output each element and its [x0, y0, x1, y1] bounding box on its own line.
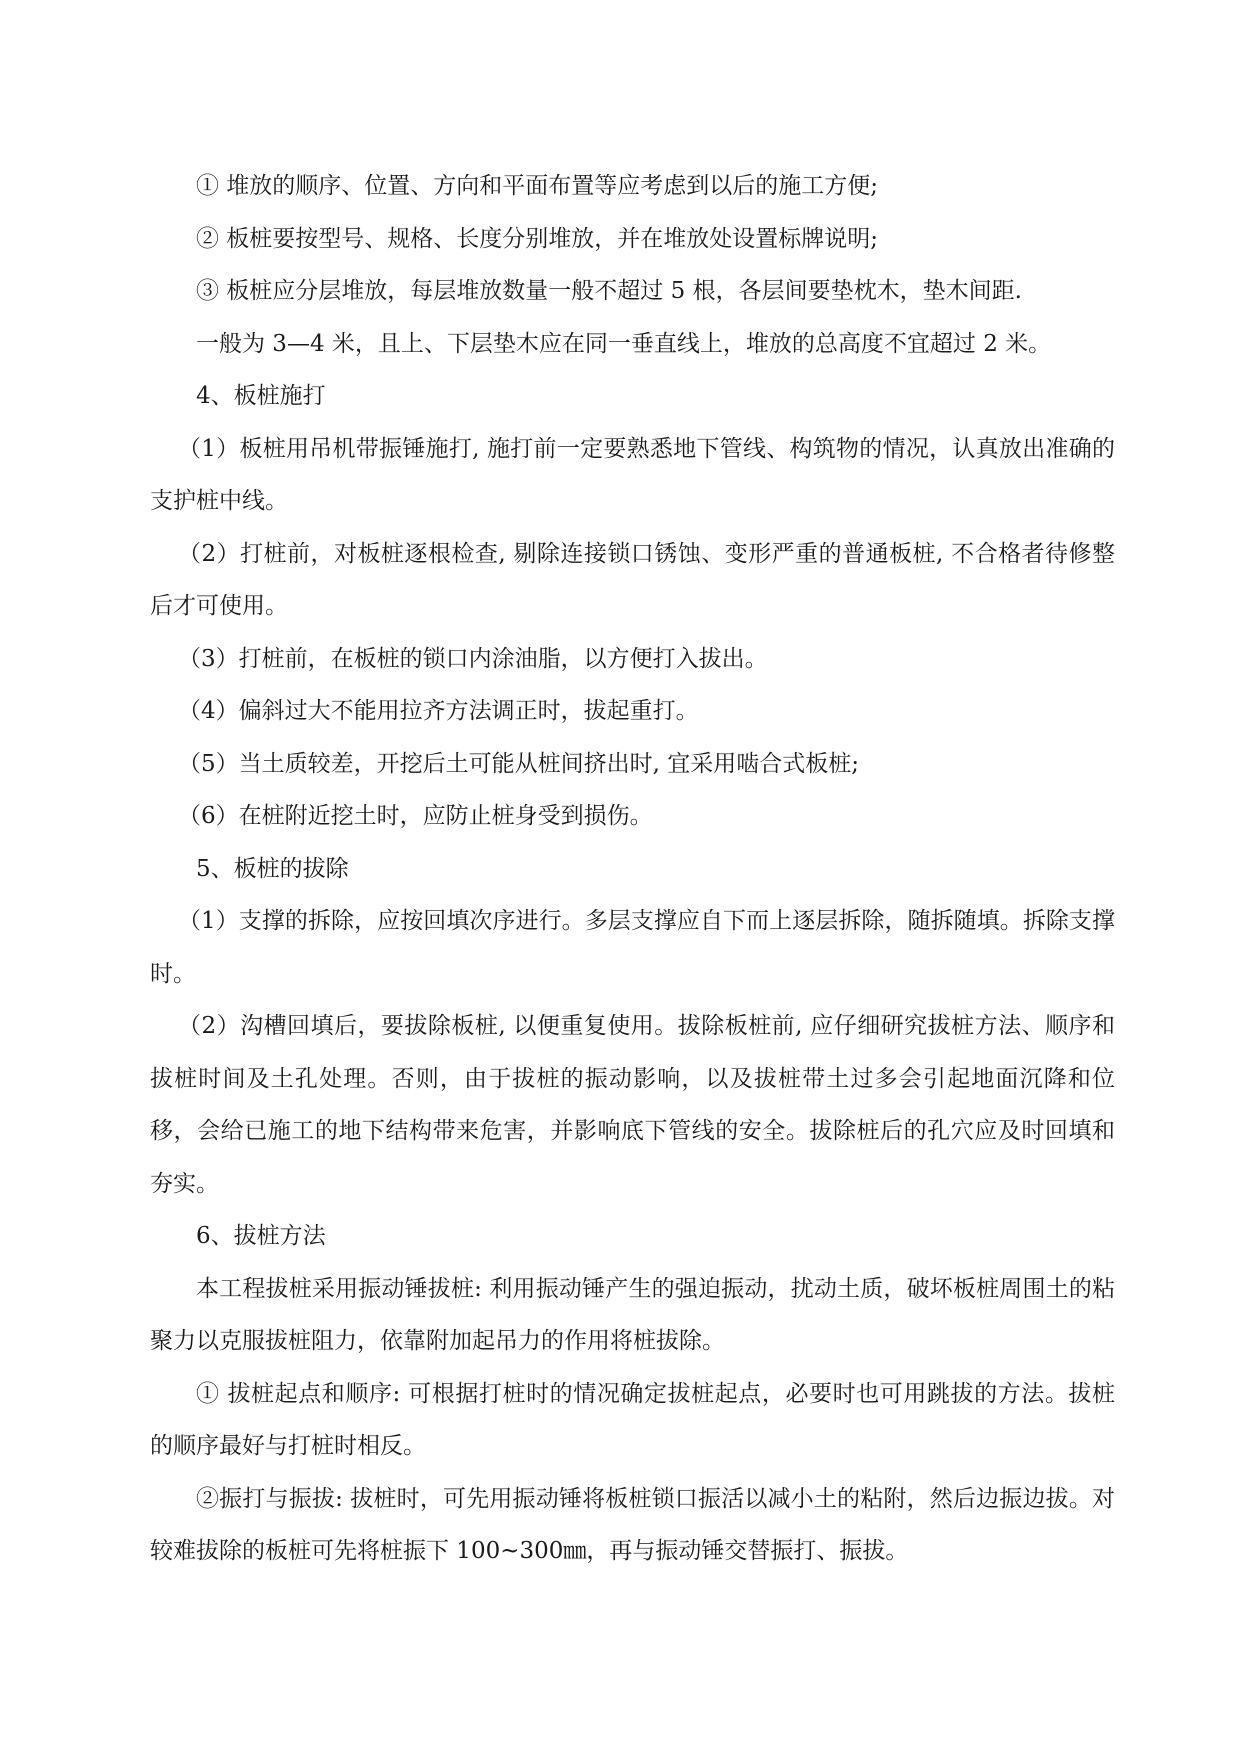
paragraph-method-start-order: ① 拔桩起点和顺序: 可根据打桩时的情况确定拔桩起点，必要时也可用跳拔的方法。拔桩的顺序最好与打桩时相反。	[150, 1380, 1115, 1459]
paragraph-driving-3: （3）打桩前，在板桩的锁口内涂油脂，以方便打入拔出。	[178, 645, 768, 672]
paragraph-removal-1: （1）支撑的拆除，应按回填次序进行。多层支撑应自下而上逐层拆除，随拆随填。拆除支撑时。	[150, 908, 1115, 987]
section-heading-pile-removal: 5、板桩的拔除	[196, 855, 349, 882]
paragraph-stacking-layers: ③ 板桩应分层堆放，每层堆放数量一般不超过 5 根，各层间要垫枕木，垫木间距.	[196, 278, 1022, 304]
paragraph-driving-2: （2）打桩前，对板桩逐根检查, 剔除连接锁口锈蚀、变形严重的普通板桩, 不合格者待修整后才可使用。	[150, 540, 1115, 619]
section-heading-pile-driving: 4、板桩施打	[196, 383, 326, 409]
paragraph-driving-4: （4）偏斜过大不能用拉齐方法调正时，拔起重打。	[178, 698, 699, 724]
document-body	[150, 160, 1115, 1578]
paragraph-driving-5: （5）当土质较差，开挖后土可能从桩间挤出时, 宜采用啮合式板桩;	[178, 750, 860, 777]
paragraph-method-vibration: ②振打与振拔: 拔桩时，可先用振动锤将板桩锁口振活以减小土的粘附，然后边振边拔。对较难拔除的板桩可先将桩振下 100~300㎜，再与振动锤交替振打、振拔。	[150, 1485, 1115, 1564]
paragraph-driving-1: （1）板桩用吊机带振锤施打, 施打前一定要熟悉地下管线、构筑物的情况，认真放出准确的支护桩中线。	[150, 435, 1115, 514]
paragraph-stacking-by-type: ② 板桩要按型号、规格、长度分别堆放，并在堆放处设置标牌说明;	[196, 225, 879, 252]
paragraph-stacking-spacing: 一般为 3—4 米，且上、下层垫木应在同一垂直线上，堆放的总高度不宜超过 2 米。	[196, 330, 1052, 357]
paragraph-stacking-order: ① 堆放的顺序、位置、方向和平面布置等应考虑到以后的施工方便;	[196, 173, 879, 199]
paragraph-driving-6: （6）在桩附近挖土时，应防止桩身受到损伤。	[178, 803, 653, 829]
section-heading-extraction-method: 6、拔桩方法	[196, 1223, 326, 1249]
paragraph-method-intro: 本工程拔桩采用振动锤拔桩: 利用振动锤产生的强迫振动，扰动土质，破坏板桩周围土的粘聚力以克服拔桩阻力，依靠附加起吊力的作用将桩拔除。	[150, 1275, 1115, 1354]
paragraph-removal-2: （2）沟槽回填后，要拔除板桩, 以便重复使用。拔除板桩前, 应仔细研究拔桩方法、顺序和拔桩时间及土孔处理。否则，由于拔桩的振动影响，以及拔桩带土过多会引起地面沉降和位移，会给已施工的地下结构带来危害，并影响底下管线的安全。拔除桩后的孔穴应及时回填和夯实。	[150, 1013, 1115, 1197]
